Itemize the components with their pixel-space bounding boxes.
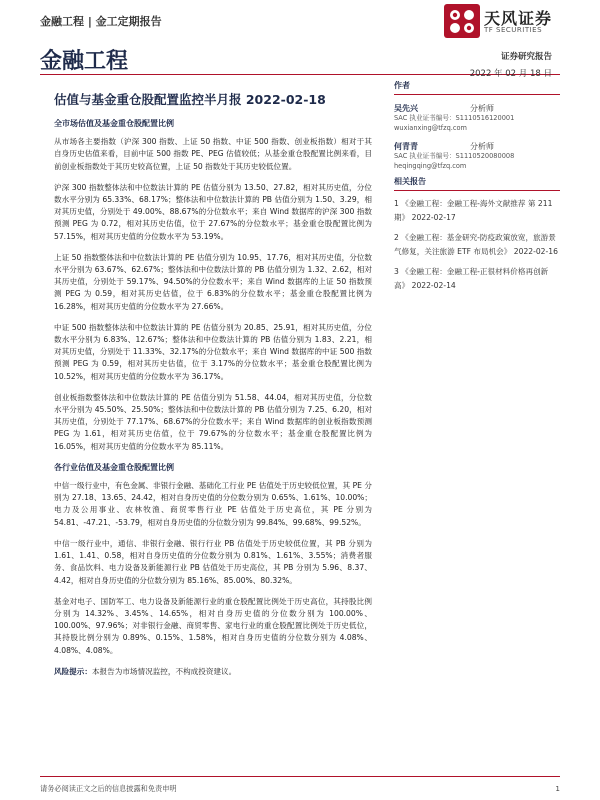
logo-text-en: TF SECURITIES bbox=[484, 26, 543, 34]
authors-panel bbox=[394, 80, 560, 171]
main-content bbox=[54, 118, 372, 687]
related-report-title: 2 《金融工程：基金研究-防疫政策放宽，旅游景气修复，关注旅游 ETF 布局机会》 bbox=[394, 233, 556, 256]
risk-warning bbox=[54, 666, 372, 678]
page-title: 金融工程 bbox=[40, 49, 129, 74]
paragraph: 上证 50 指数整体法和中位数法计算的 PE 估值分别为 10.95、17.76，相对其历史值，分位数水平分别为 63.67%、62.67%；整体法和中位数法计算的 PB 估值分别为 1.32、2.62，相对其历史值，分别处于 59.17%、94.50%的分位数水平；来自 Wind 数据库的上证 50 指数预测 PEG 为 0.59，相对其历史估值，位于 6.83%的分位数水平；基金重仓股配置比例为 16.28%，相对其历史值的分位数水平为 27.66%。 bbox=[54, 252, 372, 311]
author-email[interactable]: wuxianxing@tfzq.com bbox=[394, 123, 467, 132]
section-heading: 各行业估值及基金重仓股配置比例 bbox=[54, 462, 174, 472]
related-label: 相关报告 bbox=[394, 176, 560, 191]
footer bbox=[40, 784, 560, 794]
logo-text-cn: 天风证券 bbox=[484, 9, 553, 28]
related-report-item[interactable] bbox=[394, 265, 560, 293]
related-report-item[interactable] bbox=[394, 231, 560, 259]
report-type: 证券研究报告 bbox=[500, 52, 552, 62]
paragraph: 沪深 300 指数整体法和中位数法计算的 PE 估值分别为 13.50、27.82，相对其历史值，分位数水平分别为 65.33%、68.17%；整体法和中位数法计算的 PB 估值分别为 1.50、3.29，相对其历史值，分别处于 49.00%、88.67%的分位数水平；来自 Wind 数据库的沪深 300 指数预测 PEG 为 0.72，相对其历史估值，位于 27.67%的分位数水平；基金重仓股配置比例为 57.15%，相对其历史值的分位数水平为 53.19%。 bbox=[54, 182, 372, 241]
page-number: 1 bbox=[555, 784, 560, 793]
risk-text: 本报告为市场情况监控，不构成投资建议。 bbox=[91, 666, 237, 676]
related-report-item[interactable] bbox=[394, 197, 560, 225]
paragraph: 中信一级行业中，有色金属、非银行金融、基础化工行业 PE 估值处于历史较低位置，其 PE 分别为 27.18、13.65、24.42，相对自身历史值的分位数分别为 0.65%、1.61%、10.00%；电力及公用事业、农林牧渔、商贸零售行业 PE 估值处于历史高位，其 PE 分别为 54.81、-47.21、-53.79，相对自身历史值的分位数分别为 99.84%、99.68%、99.52%。 bbox=[54, 481, 372, 527]
related-reports-panel bbox=[394, 176, 560, 293]
tf-securities-logo bbox=[444, 2, 562, 42]
logo-mark-icon bbox=[444, 4, 480, 38]
author-name: 吴先兴 bbox=[394, 104, 418, 113]
related-report-date: 2022-02-14 bbox=[411, 281, 456, 290]
related-report-title: 3 《金融工程：金融工程-正很材料价格再创新高》 bbox=[394, 267, 549, 290]
paragraph: 从市场各主要指数（沪深 300 指数、上证 50 指数、中证 500 指数、创业板指数）相对于其自身历史估值来看，目前中证 500 指数 PE、PEG 估值较低；从基金重仓股配置比例来看，目前创业板指数处于其历史较高位置，上证 50 指数处于其历史较低位置。 bbox=[54, 137, 372, 171]
disclaimer-link[interactable]: 请务必阅读正文之后的信息披露和免责申明 bbox=[40, 784, 177, 793]
breadcrumb: 金融工程 | 金工定期报告 bbox=[40, 15, 162, 28]
author-block bbox=[394, 103, 560, 133]
report-title: 估值与基金重仓股配置监控半月报 2022-02-18 bbox=[54, 92, 326, 107]
paragraph: 中信一级行业中，通信、非银行金融、银行行业 PB 估值处于历史较低位置，其 PB 分别为 1.61、1.41、0.58，相对自身历史值的分位数分别为 0.81%、1.61%、3.55%；消费者服务、食品饮料、电力设备及新能源行业 PB 估值处于历史高位，其 PB 分别为 5.96、8.37、4.42，相对自身历史值的分位数分别为 85.16%、85.00%、80.32%。 bbox=[54, 538, 372, 585]
paragraph: 中证 500 指数整体法和中位数法计算的 PE 估值分别为 20.85、25.91，相对其历史值，分位数水平分别为 6.83%、12.67%；整体法和中位数法计算的 PB 估值分别为 1.83、2.21，相对其历史值，分别处于 11.33%、32.17%的分位数水平；来自 Wind 数据库的中证 500 指数预测 PEG 为 0.59，相对其历史估值，位于 3.17%的分位数水平；基金重仓股配置比例为 10.52%，相对其历史值的分位数水平为 36.17%。 bbox=[54, 322, 372, 381]
author-role: 分析师 bbox=[470, 104, 494, 113]
author-block bbox=[394, 141, 560, 171]
author-email[interactable]: heqingqing@tfzq.com bbox=[394, 161, 467, 170]
related-report-title: 1 《金融工程：金融工程-海外文献推荐 第 211 期》 bbox=[394, 199, 553, 222]
related-report-date: 2022-02-16 bbox=[513, 247, 558, 256]
author-name: 何青青 bbox=[394, 142, 418, 151]
footer-divider bbox=[40, 776, 560, 777]
report-date: 2022 年 02 月 18 日 bbox=[469, 69, 552, 79]
related-report-date: 2022-02-17 bbox=[411, 213, 456, 222]
paragraph: 基金对电子、国防军工、电力设备及新能源行业的重仓股配置比例处于历史高位，其持股比例分别为 14.32%、3.45%、14.65%，相对自身历史值的分位数分别为 100.00%、100.00%、97.96%；对非银行金融、商贸零售、家电行业的重仓股配置比例处于历史低位，其持股比例分别为 0.89%、0.15%、1.58%，相对自身历史值的分位数分别为 4.08%、4.08%、4.08%。 bbox=[54, 596, 372, 655]
section-heading: 全市场估值及基金重仓股配置比例 bbox=[54, 119, 174, 128]
risk-label: 风险提示： bbox=[54, 666, 92, 676]
author-cert: SAC 执业证书编号：S1110516120001 bbox=[394, 114, 515, 122]
authors-label: 作者 bbox=[394, 80, 560, 95]
author-cert: SAC 执业证书编号：S1110520080008 bbox=[394, 152, 515, 160]
author-role: 分析师 bbox=[470, 142, 494, 151]
paragraph: 创业板指数整体法和中位数法计算的 PE 估值分别为 51.58、44.04，相对其历史值，分位数水平分别为 45.50%、25.50%；整体法和中位数法计算的 PB 估值分别为 7.25、6.20，相对其历史值，分别处于 77.17%、68.67%的分位数水平；来自 Wind 数据库的创业板指数预测 PEG 为 1.61，相对其历史估值，位于 79.67%的分位数水平；基金重仓股配置比例为 16.05%，相对其历史值的分位数水平为 85.11%。 bbox=[54, 392, 372, 451]
